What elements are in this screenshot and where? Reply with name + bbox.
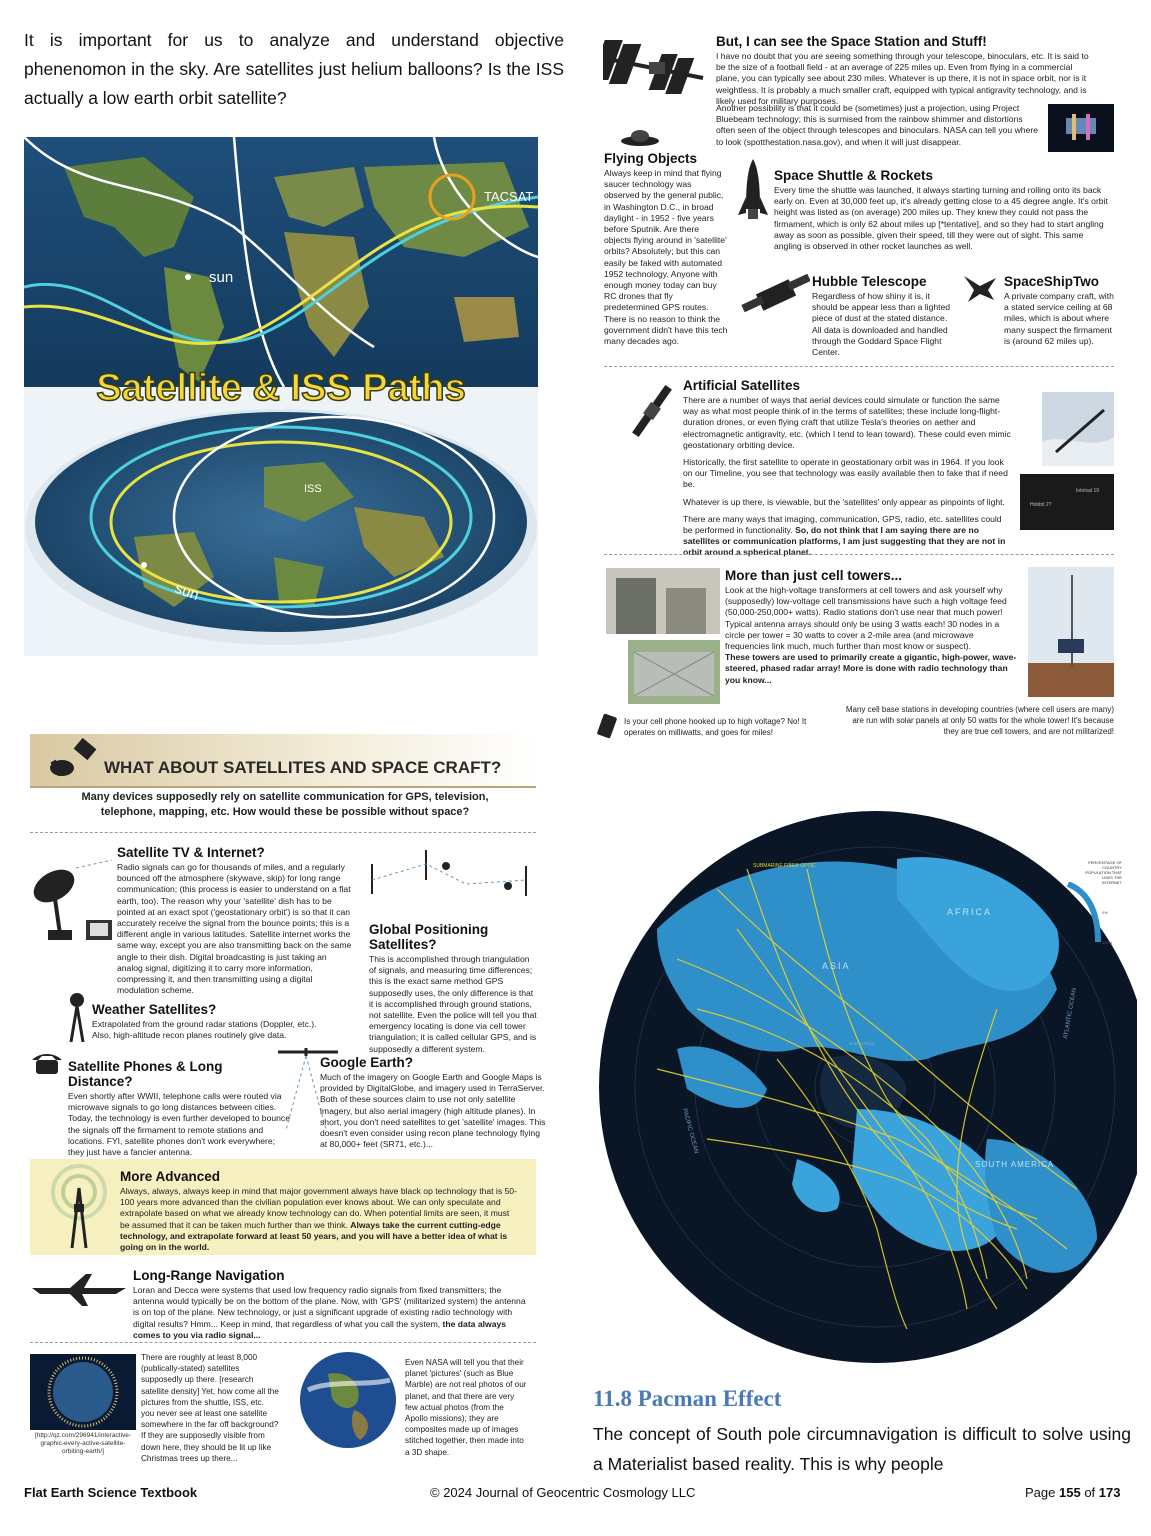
- navigation-title: Long-Range Navigation: [133, 1268, 285, 1283]
- more-advanced-bold: Always take the current cutting-edge technology, and extrapolate forward at least 50 years, and you will have a better idea of what is going on in the world.: [120, 1219, 508, 1253]
- shuttle-title: Space Shuttle & Rockets: [774, 168, 934, 183]
- tacsat-label: TACSAT: [484, 189, 534, 204]
- divider: [30, 1342, 536, 1343]
- sat-tv-text: Radio signals can go for thousands of miles, and a regularly bounced off the atmosphere (skywave, skip) for long range communication; (this process is easier to understand on a flat earth, too). The reason why your 'satellite' dish has to be pointed at an exact spot ('geostationary orbit') is so that it can accurately receive the signal from the bounce points; this is a different angle in various latitudes. Satellite internet works the same way, except you are also transmitting back on the same angle to their dish. Digital broadcasting is just taking an analog signal, digitizing it to carry more information, compressing it, and then transmitting using a digital modulation scheme.: [117, 862, 352, 996]
- north-pole-label: NORTH POLE: [849, 1041, 875, 1046]
- of-word: of: [1084, 1485, 1096, 1500]
- artificial-satellites-title: Artificial Satellites: [683, 378, 801, 393]
- star-label-2: Hobbit 2?: [1030, 502, 1052, 508]
- sat-tv-title: Satellite TV & Internet?: [117, 845, 265, 860]
- cell-towers-bold: These towers are used to primarily create a gigantic, high-power, wave-steered, phased radar array! More is done with radio technology than you know...: [725, 652, 1017, 685]
- nasa-composites-text: Even NASA will tell you that their planet 'pictures' (such as Blue Marble) are not real photos of our planet, and that there are very few actual photos (from the Apollo missions); they are composites made up of images stitched together, then made into a 3D shape.: [405, 1358, 527, 1457]
- spaceshiptwo-text: A private company craft, with a stated service ceiling at 68 miles, which is about where many suspect the firmament is (around 62 miles up).: [1004, 291, 1114, 346]
- iss-label: ISS: [304, 483, 322, 495]
- section-text: The concept of South pole circumnavigation is difficult to solve using a Materialist based reality. This is why people: [593, 1424, 1131, 1474]
- more-advanced-title: More Advanced: [120, 1169, 221, 1184]
- night-sky-photo: [1020, 474, 1114, 530]
- page-word: Page: [1025, 1485, 1056, 1500]
- page-total: 173: [1098, 1485, 1121, 1500]
- transformer-photo: [606, 568, 720, 634]
- phone-note: Is your cell phone hooked up to high voltage? No! It operates on milliwatts, and goes for miles!: [624, 717, 807, 738]
- gps-title: Global Positioning Satellites?: [369, 922, 489, 952]
- more-advanced-text: Always, always, always keep in mind that major government always have black op technology that is 50-100 years more advanced than the civilian population ever knows about. We can only speculate and extrapolate based on what we already know technology can do. When potential limits are seen, it must be assumed that it can be taken much further than we think.: [120, 1186, 517, 1230]
- artificial-text-4-bold: So, do not think that I am saying there are no satellites or communication platforms, I am just suggesting that they are not in orbit around a spherical planet.: [683, 525, 1006, 558]
- gps-text: This is accomplished through triangulation of signals, and measuring time differences; this is the exact same method GPS supposedly uses, the only difference is that it is accomplished through ground stations, not satellite. Even the police will tell you that emergency locating is done via cell tower triangulation; it is called cellular GPS, and is supposedly a different system.: [369, 954, 537, 1054]
- space-station-title: But, I can see the Space Station and Stuff!: [716, 34, 987, 49]
- blue-marble-image: [298, 1350, 398, 1450]
- spaceshiptwo-title: SpaceShipTwo: [1004, 274, 1100, 289]
- footer-book-title: Flat Earth Science Textbook: [24, 1485, 198, 1500]
- africa-label: AFRICA: [947, 907, 993, 917]
- google-earth-title: Google Earth?: [320, 1055, 414, 1070]
- phones-title: Satellite Phones & Long Distance?: [68, 1059, 223, 1089]
- satellites-subheader: Many devices supposedly rely on satellite communication for GPS, television, telephone, mapping, etc. How would these be possible without space?: [81, 791, 489, 818]
- space-station-text-2: Another possibility is that it could be (sometimes) just a projection, using Project Bluebeam technology; this is surmised from the rainbow shimmer and distortions often seen of the object through telescopes and binoculars. NASA can tell you where to look (spotthestation.nasa.gov), and when it will just disappear.: [716, 103, 1038, 147]
- drone-photo: [1042, 392, 1114, 466]
- flying-objects-text: Always keep in mind that flying saucer technology was observed by the general public, in Washington D.C., in broad daylight - in 1952 - five years before Sputnik. Are there objects flying around in 'satellite' orbits? Absolutely; but this can easily be faked with automated 1952 technology. Anyone with enough money today can buy RC drones that fly predetermined GPS routes. There is no reason to think the government didn't have this tech many decades ago.: [604, 168, 728, 347]
- weather-title: Weather Satellites?: [92, 1002, 217, 1017]
- sun-label-top: sun: [209, 269, 234, 286]
- page-current: 155: [1059, 1485, 1081, 1500]
- legend-100: 100%: [1102, 940, 1113, 945]
- legend-0: 0%: [1102, 910, 1108, 915]
- satellite-dish-icon: [26, 858, 116, 946]
- navigation-bold: the data always comes to you via radio signal...: [133, 1318, 507, 1340]
- submarine-cable-map: [597, 809, 1137, 1369]
- cell-towers-text: Look at the high-voltage transformers at cell towers and ask yourself why (supposedly) low-voltage cell transmissions have such a high voltage feed (50,000-250,000+ watts). Radio stations don't use near that much power! Typical antenna arrays should only be using 3 watts each! 30 nodes in a circle per tower = 30 watts to cover a 2-mile area (and microwave frequencies link much, much further than most know or suspect).: [725, 585, 1007, 652]
- tower-broadcast-icon: [48, 1164, 110, 1250]
- divider: [30, 832, 536, 833]
- iss-icon: [603, 34, 711, 100]
- weather-text: Extrapolated from the ground radar stations (Doppler, etc.). Also, high-altitude recon planes routinely give data.: [92, 1019, 317, 1041]
- artificial-text-3: Whatever is up there, is viewable, but the 'satellites' only appear as pinpoints of light.: [683, 496, 1005, 507]
- airplane-icon: [30, 1272, 130, 1308]
- satellites-header-icon: [46, 738, 102, 784]
- shuttle-text: Every time the shuttle was launched, it always starting turning and rolling onto its back early on. Even at 30,000 feet up, it's already getting close to a 45 degree angle. It's orbit height was listed as (on average) 200 miles up. They knew they could not pass the firmament, which is only 62 about miles up [*tentative], and so they had to start angling away as soon as possible, given their speed, till they were out of sight. This same angling is observed in other rocket launches as well.: [774, 185, 1108, 252]
- artificial-text-2: Historically, the first satellite to operate in geostationary orbit was in 1964. If you look on our Timeline, you see that technology was easily available then to fake that if need be.: [683, 457, 1008, 490]
- phones-text: Even shortly after WWII, telephone calls were routed via microwave signals to go long distances between cities. Today, the technology is even further developed to bounce the signals off the firmament to remote stations and locations. FYI, satellite phones don't work everywhere; they just have a fancier antenna.: [68, 1091, 290, 1158]
- space-shuttle-icon: [736, 157, 770, 223]
- submarine-label: SUBMARINE FIBER OPTIC: [753, 863, 816, 869]
- artificial-text-1: There are a number of ways that aerial devices could simulate or function the same way as what most people think of in the terms of satellites; these include long-flight-duration drones, or even flying craft that utilize Tesla's theories on aether and electromagnetic antigravity, etc. (which I tend to lean toward). These could even mimic geostationary orbiting device.: [683, 395, 1011, 450]
- solar-tower-photo: [1028, 567, 1114, 697]
- ufo-icon: [620, 128, 660, 148]
- asia-label: ASIA: [822, 961, 851, 971]
- telephone-icon: [30, 1052, 64, 1074]
- hubble-title: Hubble Telescope: [812, 274, 927, 289]
- satellite-density-source: [http://qz.com/296941/interactive-graphic-every-active-satellite-orbiting-earth/]: [34, 1432, 132, 1455]
- satellites-header-title: WHAT ABOUT SATELLITES AND SPACE CRAFT?: [104, 758, 502, 777]
- pacific-ocean-label: PACIFIC OCEAN: [681, 1107, 699, 1155]
- navigation-text: Loran and Decca were systems that used low frequency radio signals from fixed transmitters; the antenna would typically be on the bottom of the plane. Now, with 'GPS' (militarized system) the antenna is on top of the plane. New technology, or just a significant upgrade of existing radio technology with digital results? Hmm... Keep in mind, that regardless of what you call the system,: [133, 1285, 526, 1329]
- artificial-text-4: There are many ways that imaging, communication, GPS, radio, etc. satellites could be performed in functionality.: [683, 513, 1002, 536]
- legend-title: PERCENTAGE OF COUNTRY POPULATION THAT USES THE INTERNET: [1085, 860, 1122, 885]
- space-station-text-1: I have no doubt that you are seeing something through your telescope, binoculars, etc. It is said to be the size of a football field - at an average of 225 miles up. Even from flying in a commercial plane, you can typically see about 230 miles. Whatever is up there, it is not in space orbit, nor is it weightless. It is probably a much smaller craft, equipped with typical antigravity technology, and is likely used for military purposes.: [716, 51, 1089, 106]
- sun-label-bottom: sun: [172, 579, 202, 605]
- cell-towers-title: More than just cell towers...: [725, 568, 903, 583]
- hubble-icon: [738, 270, 810, 322]
- atlantic-ocean-label: ATLANTIC OCEAN: [1063, 987, 1078, 1040]
- solar-note: Many cell base stations in developing countries (where cell users are many) are run with solar panels at only 50 watts for the whole tower! It's because they are true cell towers, and are not militarized!: [845, 705, 1114, 737]
- phone-icon: [596, 713, 618, 739]
- spaceshiptwo-icon: [960, 272, 1000, 304]
- star-label-1: Intelsat 19: [1076, 488, 1100, 494]
- satellites-roughly-text: There are roughly at least 8,000 (publically-stated) satellites supposedly up there. [research satellite density] Yet, how come all the pictures from the shuttle, ISS, etc. you never see at least one satellite somewhere in the far off background? If they are supposedly visible from down here, they should be lit up like Christmas trees up there...: [141, 1353, 279, 1463]
- flying-objects-title: Flying Objects: [604, 151, 698, 166]
- fence-photo: [628, 640, 720, 704]
- footer-copyright: © 2024 Journal of Geocentric Cosmology LLC: [430, 1485, 696, 1500]
- satellite-density-image: [30, 1354, 136, 1430]
- section-title: 11.8 Pacman Effect: [593, 1386, 782, 1411]
- divider: [604, 554, 1114, 555]
- satellite-paths-illustration: [24, 137, 538, 656]
- intro-paragraph: It is important for us to analyze and understand objective phenenomon in the sky. Are satellites just helium balloons? Is the ISS actually a low earth orbit satellite?: [24, 30, 564, 108]
- satellite-iss-paths-image: [24, 137, 538, 656]
- satellite-icon: [626, 378, 678, 444]
- satellite-iss-banner: Satellite & ISS Paths: [96, 367, 466, 409]
- iss-photo: [1048, 104, 1114, 152]
- hubble-text: Regardless of how shiny it is, it should be appear less than a lighted piece of dust at the stated distance. All data is downloaded and handled through the Goddard Space Flight Center.: [812, 291, 951, 358]
- footer-page-number: [1025, 1485, 1121, 1500]
- divider: [604, 366, 1114, 367]
- south-america-label: SOUTH AMERICA: [975, 1160, 1055, 1169]
- gps-triangulation-icon: [366, 846, 536, 898]
- internet-usage-legend: [1064, 882, 1104, 946]
- google-earth-text: Much of the imagery on Google Earth and Google Maps is provided by DigitalGlobe, and imagery used in TerraServer. Both of these sources claim to use not only satellite imagery, but also aerial imagery (high altitude planes). In short, you don't need satellites to get 'satellite' images. This doesn't even consider using recon plane technology flying at 80,000+ feet (SR71, etc.)...: [320, 1072, 546, 1150]
- radar-tower-icon: [66, 992, 88, 1042]
